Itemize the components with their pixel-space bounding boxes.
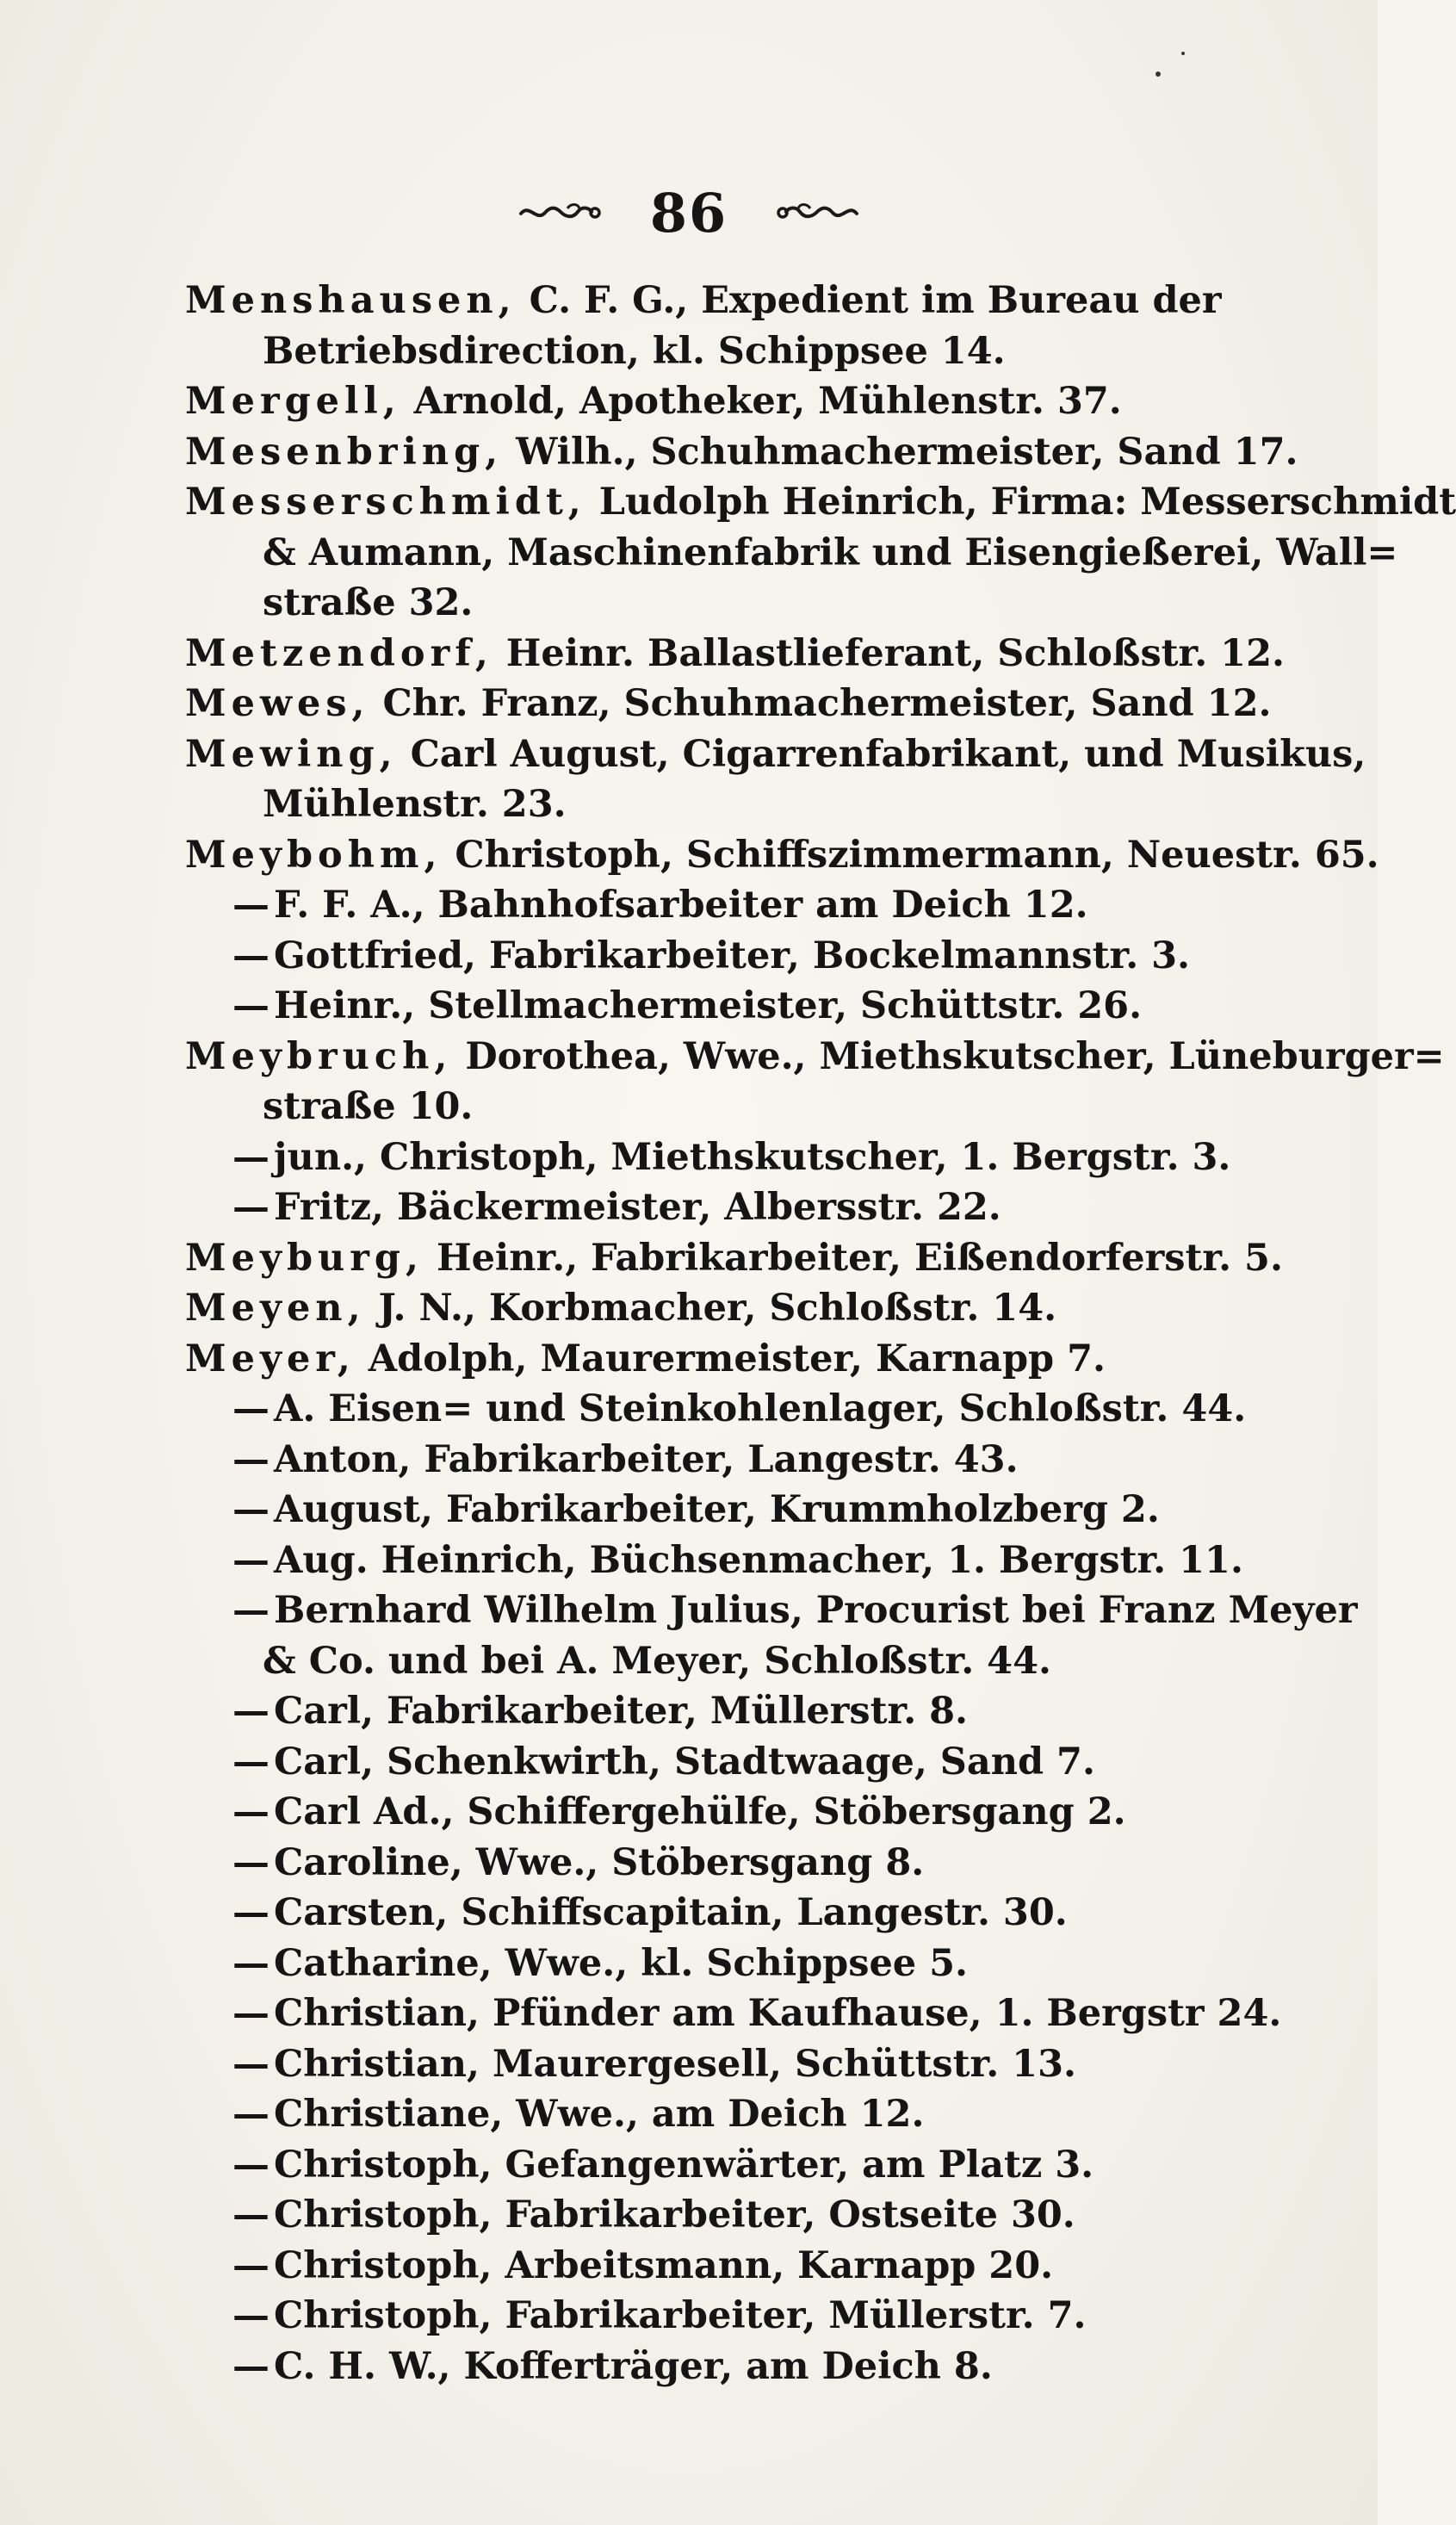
directory-entry-line — [185, 2291, 1248, 2342]
entry-details: Caroline, Wwe., Stöbersgang 8. — [274, 1840, 925, 1884]
entry-surname: Meybruch, — [185, 1034, 453, 1078]
ditto-dash: — — [232, 1387, 270, 1430]
directory-entry-line — [185, 880, 1248, 931]
entry-details: C. F. G., Expedient im Bureau der — [516, 279, 1222, 322]
directory-entry-line — [185, 679, 1272, 729]
directory-entry-line — [185, 729, 1366, 780]
page-header — [0, 177, 1378, 245]
print-speck — [1181, 52, 1185, 55]
entry-details: Christoph, Schiffszimmermann, Neuestr. 65. — [442, 833, 1379, 877]
directory-entry-line — [185, 578, 1248, 629]
entry-surname: Metzendorf, — [185, 631, 493, 675]
directory-entry-line — [185, 276, 1248, 326]
directory-entry-line — [185, 1686, 1248, 1737]
entry-details: Christian, Maurergesell, Schüttstr. 13. — [274, 2042, 1076, 2086]
entry-details: Christoph, Fabrikarbeiter, Müllerstr. 7. — [274, 2294, 1087, 2337]
entry-details: Gottfried, Fabrikarbeiter, Bockelmannstr. 3. — [274, 934, 1191, 977]
directory-entry-line — [185, 830, 1379, 881]
entry-details: Christoph, Gefangenwärter, am Platz 3. — [274, 2143, 1094, 2187]
directory-entry-line — [185, 1283, 1248, 1334]
entry-details: Carl, Fabrikarbeiter, Müllerstr. 8. — [274, 1690, 969, 1733]
entry-details: August, Fabrikarbeiter, Krummholzberg 2. — [274, 1488, 1160, 1531]
directory-entry-line — [185, 1384, 1248, 1435]
entry-continuation: straße 10. — [263, 1085, 474, 1128]
entry-details: Carl August, Cigarrenfabrikant, und Musikus, — [397, 732, 1366, 776]
entry-details: Christoph, Arbeitsmann, Karnapp 20. — [274, 2243, 1054, 2287]
directory-entry-line — [185, 427, 1298, 478]
directory-entry-line — [185, 2089, 1248, 2140]
directory-entry-line — [185, 931, 1248, 982]
ditto-dash: — — [232, 1690, 270, 1733]
ditto-dash: — — [232, 884, 270, 927]
directory-entry-line — [185, 1233, 1283, 1284]
directory-entry-line — [185, 981, 1248, 1032]
entry-details: Heinr., Fabrikarbeiter, Eißendorferstr. 5. — [423, 1236, 1283, 1280]
ditto-dash: — — [232, 1437, 270, 1481]
ditto-dash: — — [232, 1891, 270, 1934]
entry-continuation: Betriebsdirection, kl. Schippsee 14. — [263, 329, 1006, 373]
ditto-dash: — — [232, 1941, 270, 1985]
entry-continuation: & Aumann, Maschinenfabrik und Eisengießerei, Wall= — [263, 530, 1398, 574]
ditto-dash: — — [232, 1186, 270, 1229]
directory-entry-line — [185, 1988, 1282, 2039]
directory-entry-line — [185, 1082, 1248, 1132]
entry-surname: Meyer, — [185, 1337, 356, 1380]
ditto-dash: — — [232, 2042, 270, 2086]
ditto-dash: — — [232, 2344, 270, 2388]
entry-surname: Meyen, — [185, 1287, 366, 1330]
ditto-dash: — — [232, 1589, 270, 1632]
entry-surname: Mewing, — [185, 732, 398, 776]
directory-entry-line — [185, 1182, 1248, 1233]
entry-details: Arnold, Apotheker, Mühlenstr. 37. — [400, 380, 1122, 423]
ditto-dash: — — [232, 2143, 270, 2187]
entry-details: Heinr., Stellmachermeister, Schüttstr. 26. — [274, 984, 1143, 1027]
ditto-dash: — — [232, 1488, 270, 1531]
print-speck — [1156, 71, 1161, 77]
ditto-dash: — — [232, 1992, 270, 2035]
entry-details: Adolph, Maurermeister, Karnapp 7. — [355, 1337, 1106, 1380]
entry-details: A. Eisen= und Steinkohlenlager, Schloßstr. 44. — [274, 1387, 1247, 1430]
ditto-dash: — — [232, 1740, 270, 1784]
directory-entry-line — [185, 779, 1248, 830]
directory-entry-line — [185, 477, 1456, 528]
directory-entry-line — [185, 326, 1248, 377]
entry-continuation: Mühlenstr. 23. — [263, 783, 567, 826]
ditto-dash: — — [232, 1790, 270, 1833]
ditto-dash: — — [232, 984, 270, 1027]
entry-surname: Meybohm, — [185, 833, 443, 877]
ditto-dash: — — [232, 2243, 270, 2287]
ornament-left-icon — [517, 200, 600, 226]
directory-entry-line — [185, 528, 1398, 579]
ditto-dash: — — [232, 1538, 270, 1582]
ditto-dash: — — [232, 1135, 270, 1179]
ditto-dash: — — [232, 1840, 270, 1884]
directory-entries — [185, 276, 1456, 2392]
entry-details: Fritz, Bäckermeister, Albersstr. 22. — [274, 1186, 1001, 1229]
directory-entry-line — [185, 1535, 1248, 1586]
directory-entry-line — [185, 2342, 1248, 2392]
ditto-dash: — — [232, 2294, 270, 2337]
directory-entry-line — [185, 2241, 1248, 2292]
entry-surname: Mesenbring, — [185, 430, 504, 474]
directory-entry-line — [185, 1737, 1248, 1788]
directory-entry-line — [185, 1787, 1248, 1838]
entry-details: Heinr. Ballastlieferant, Schloßstr. 12. — [493, 631, 1285, 675]
directory-entry-line — [185, 1334, 1248, 1385]
directory-entry-line — [185, 1888, 1248, 1939]
directory-entry-line — [185, 1435, 1248, 1486]
entry-details: Ludolph Heinrich, Firma: Messerschmidt — [585, 481, 1456, 524]
directory-entry-line — [185, 1838, 1248, 1889]
directory-entry-line — [185, 376, 1248, 427]
entry-details: Wilh., Schuhmachermeister, Sand 17. — [503, 430, 1298, 474]
ditto-dash: — — [232, 2193, 270, 2237]
page-number: 86 — [649, 181, 728, 245]
entry-details: Carsten, Schiffscapitain, Langestr. 30. — [274, 1891, 1068, 1934]
directory-entry-line — [185, 2039, 1248, 2090]
directory-entry-line — [185, 1132, 1248, 1183]
directory-entry-line — [185, 1636, 1248, 1687]
entry-surname: Meyburg, — [185, 1236, 424, 1280]
entry-surname: Mewes, — [185, 682, 370, 725]
entry-continuation: straße 32. — [263, 581, 474, 624]
entry-details: Chr. Franz, Schuhmachermeister, Sand 12. — [369, 682, 1272, 725]
entry-details: Catharine, Wwe., kl. Schippsee 5. — [274, 1941, 969, 1985]
entry-details: Christoph, Fabrikarbeiter, Ostseite 30. — [274, 2193, 1075, 2237]
directory-entry-line — [185, 2190, 1248, 2241]
entry-details: J. N., Korbmacher, Schloßstr. 14. — [365, 1287, 1057, 1330]
directory-entry-line — [185, 629, 1285, 679]
entry-details: Bernhard Wilhelm Julius, Procurist bei Franz Meyer — [274, 1589, 1358, 1632]
entry-surname: Messerschmidt, — [185, 481, 586, 524]
entry-details: Carl Ad., Schiffergehülfe, Stöbersgang 2. — [274, 1790, 1126, 1833]
entry-continuation: & Co. und bei A. Meyer, Schloßstr. 44. — [263, 1639, 1051, 1683]
entry-details: Carl, Schenkwirth, Stadtwaage, Sand 7. — [274, 1740, 1095, 1784]
ditto-dash: — — [232, 934, 270, 977]
entry-surname: Menshausen, — [185, 279, 517, 322]
entry-details: Christiane, Wwe., am Deich 12. — [274, 2093, 925, 2136]
entry-details: Anton, Fabrikarbeiter, Langestr. 43. — [274, 1437, 1019, 1481]
directory-entry-line — [185, 1032, 1445, 1083]
ornament-right-icon — [778, 200, 860, 226]
directory-entry-line — [185, 1485, 1248, 1535]
entry-details: jun., Christoph, Miethskutscher, 1. Bergstr. 3. — [274, 1135, 1231, 1179]
entry-details: F. F. A., Bahnhofsarbeiter am Deich 12. — [274, 884, 1088, 927]
directory-entry-line — [185, 2140, 1248, 2191]
ditto-dash: — — [232, 2093, 270, 2136]
directory-entry-line — [185, 1585, 1358, 1636]
entry-details: Dorothea, Wwe., Miethskutscher, Lüneburger= — [452, 1034, 1445, 1078]
directory-entry-line — [185, 1939, 1248, 1989]
entry-details: Christian, Pfünder am Kaufhause, 1. Bergstr 24. — [274, 1992, 1282, 2035]
entry-surname: Mergell, — [185, 380, 401, 423]
entry-details: Aug. Heinrich, Büchsenmacher, 1. Bergstr. 11. — [274, 1538, 1243, 1582]
entry-details: C. H. W., Kofferträger, am Deich 8. — [274, 2344, 993, 2388]
